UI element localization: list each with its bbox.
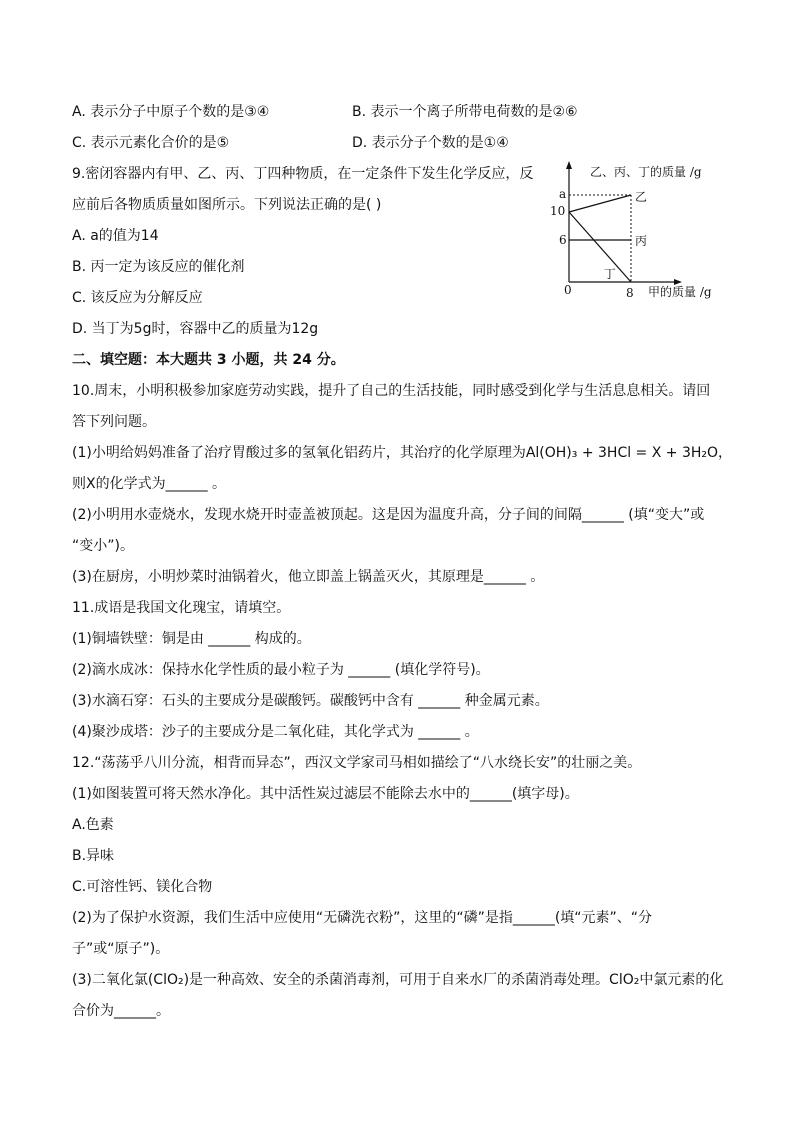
q11-part4: (4)聚沙成塔：沙子的主要成分是二氧化硅，其化学式为 ______ 。 bbox=[72, 724, 479, 740]
y-tick-a: a bbox=[559, 187, 567, 201]
q11-part2: (2)滴水成冰：保持水化学性质的最小粒子为 ______ (填化学符号)。 bbox=[72, 662, 490, 678]
q9-stem-line2: 应前后各物质质量如图所示。下列说法正确的是( ) bbox=[72, 197, 382, 213]
y-axis-arrow bbox=[566, 161, 572, 169]
y-tick-6: 6 bbox=[559, 233, 567, 247]
y-axis-label: 乙、丙、丁的质量 /g bbox=[590, 165, 702, 179]
q10-stem-line1: 10.周末，小明积极参加家庭劳动实践，提升了自己的生活技能，同时感受到化学与生活息息相关。请回 bbox=[72, 383, 711, 399]
q11-part1: (1)铜墙铁壁：铜是由 ______ 构成的。 bbox=[72, 631, 311, 647]
q9-option-c: C. 该反应为分解反应 bbox=[72, 290, 203, 306]
q12-part1: (1)如图装置可将天然水净化。其中活性炭过滤层不能除去水中的______(填字母)。 bbox=[72, 786, 579, 802]
section-2-heading: 二、填空题：本大题共 3 小题，共 24 分。 bbox=[72, 352, 345, 368]
x-axis-label: 甲的质量 /g bbox=[648, 285, 712, 299]
q10-part1-line1: (1)小明给妈妈准备了治疗胃酸过多的氢氧化铝药片，其治疗的化学原理为Al(OH)₃ + 3HCl = X + 3H₂O， bbox=[72, 445, 733, 461]
q8-option-d: D. 表示分子个数的是①④ bbox=[352, 135, 509, 151]
q9-option-d: D. 当丁为5g时，容器中乙的质量为12g bbox=[72, 321, 319, 337]
q12-part3-line2: 合价为______。 bbox=[72, 1003, 170, 1019]
series-label-1: 乙 bbox=[635, 190, 648, 204]
q12-option-a: A.色素 bbox=[72, 817, 114, 833]
q12-part2-line1: (2)为了保护水资源，我们生活中应使用“无磷洗衣粉”，这里的“磷”是指______(填“元素”、“分 bbox=[72, 910, 653, 926]
q10-part2-line2: “变小”)。 bbox=[72, 538, 134, 554]
q12-part2-line2: 子”或“原子”)。 bbox=[72, 941, 170, 957]
q11-stem: 11.成语是我国文化瑰宝，请填空。 bbox=[72, 600, 291, 616]
q12-part3-line1: (3)二氧化氯(ClO₂)是一种高效、安全的杀菌消毒剂，可用于自来水厂的杀菌消毒处理。ClO₂中氯元素的化 bbox=[72, 972, 724, 988]
q8-option-a: A. 表示分子中原子个数的是③④ bbox=[72, 104, 270, 120]
x-tick-8: 8 bbox=[626, 286, 634, 300]
series-label-3: 丁 bbox=[603, 267, 616, 281]
q8-option-c: C. 表示元素化合价的是⑤ bbox=[72, 135, 230, 151]
q9-stem-line1: 9.密闭容器内有甲、乙、丙、丁四种物质，在一定条件下发生化学反应，反 bbox=[72, 166, 534, 182]
mass-chart bbox=[540, 155, 740, 315]
q10-stem-line2: 答下列问题。 bbox=[72, 414, 156, 430]
q12-option-c: C.可溶性钙、镁化合物 bbox=[72, 879, 213, 895]
series-line-3 bbox=[569, 212, 631, 282]
x-tick-0: 0 bbox=[564, 283, 572, 297]
series-line-1 bbox=[569, 195, 631, 212]
y-tick-10: 10 bbox=[550, 204, 566, 218]
series-label-2: 丙 bbox=[635, 234, 648, 248]
q12-option-b: B.异味 bbox=[72, 848, 115, 864]
q8-option-b: B. 表示一个离子所带电荷数的是②⑥ bbox=[352, 104, 578, 120]
q9-option-a: A. a的值为14 bbox=[72, 228, 159, 244]
q11-part3: (3)水滴石穿：石头的主要成分是碳酸钙。碳酸钙中含有 ______ 种金属元素。 bbox=[72, 693, 549, 709]
q10-part2-line1: (2)小明用水壶烧水，发现水烧开时壶盖被顶起。这是因为温度升高，分子间的间隔______ (填“变大”或 bbox=[72, 507, 705, 523]
q9-option-b: B. 丙一定为该反应的催化剂 bbox=[72, 259, 245, 275]
q10-part3: (3)在厨房，小明炒菜时油锅着火，他立即盖上锅盖灭火，其原理是______ 。 bbox=[72, 569, 545, 585]
q12-stem: 12.“荡荡乎八川分流，相背而异态”，西汉文学家司马相如描绘了“八水绕长安”的壮丽之美。 bbox=[72, 755, 642, 771]
q10-part1-line2: 则X的化学式为______ 。 bbox=[72, 476, 227, 492]
